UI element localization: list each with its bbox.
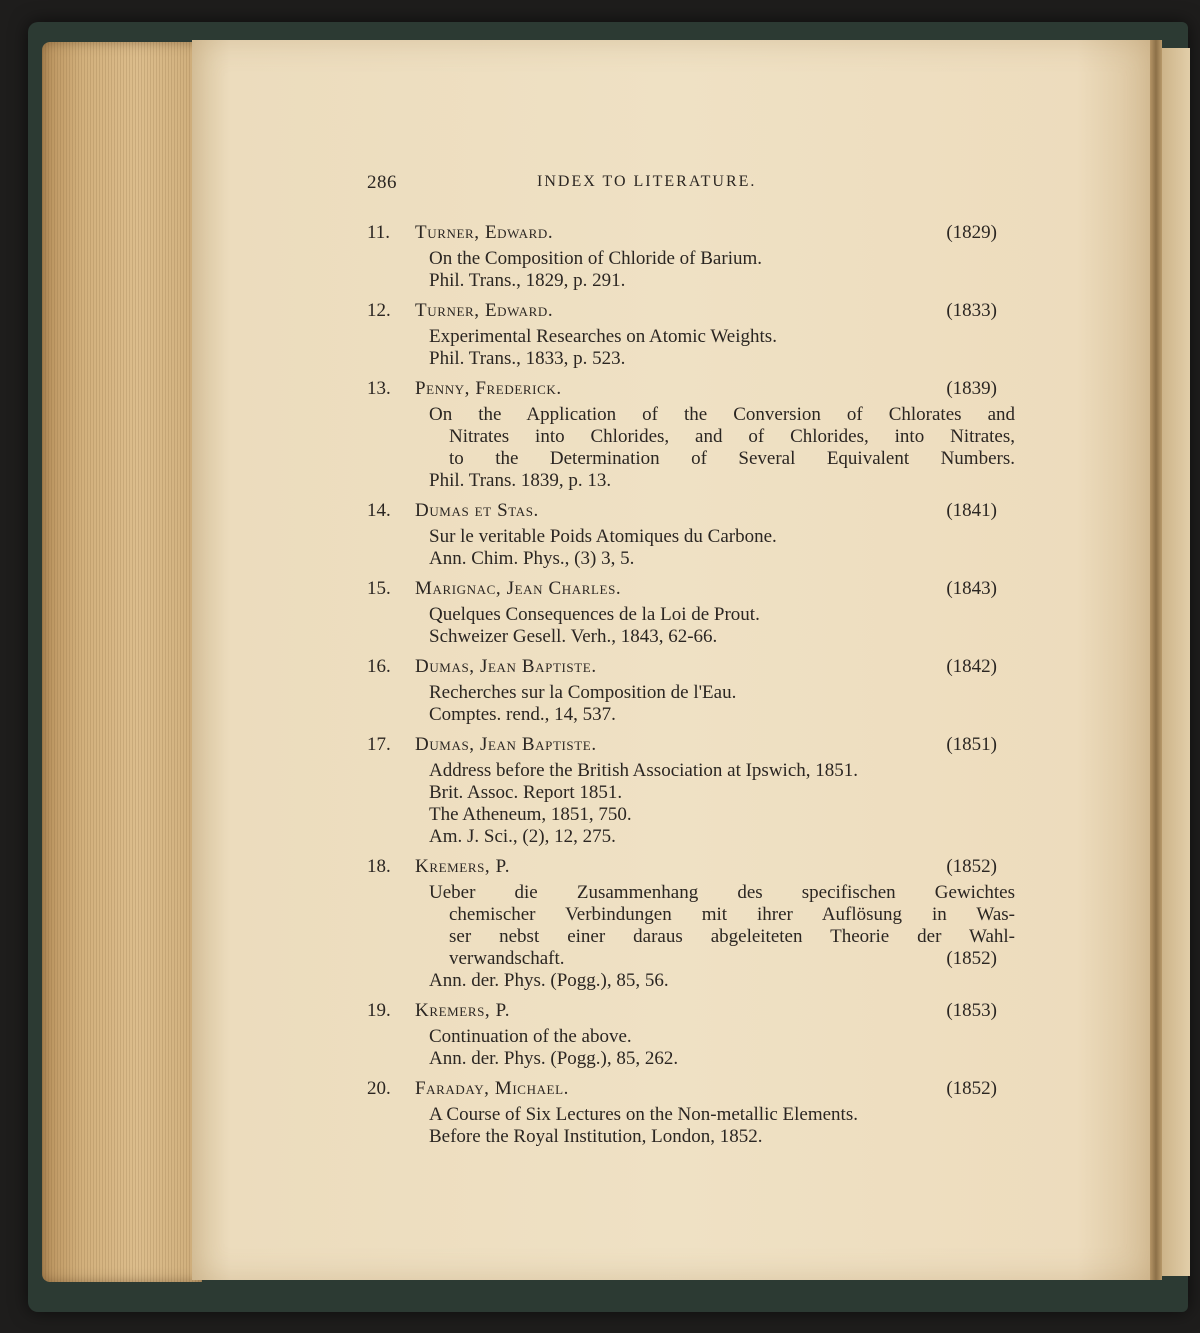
entry-line: to the Determination of Several Equivalent Numbers.: [449, 448, 1015, 469]
entry-line: Recherches sur la Composition de l'Eau.: [429, 682, 737, 703]
entry-number: 13.: [367, 378, 391, 399]
entry-line: Comptes. rend., 14, 537.: [429, 704, 616, 725]
entry-line: Sur le veritable Poids Atomiques du Carbone.: [429, 526, 777, 547]
entry-year: (1852): [946, 856, 997, 877]
entry-line: A Course of Six Lectures on the Non-metallic Elements.: [429, 1104, 858, 1125]
entry-author: Turner, Edward.: [415, 300, 554, 321]
entry-author: Kremers, P.: [415, 1000, 511, 1021]
entry-author: Dumas, Jean Baptiste.: [415, 656, 597, 677]
entry-number: 14.: [367, 500, 391, 521]
entry-author: Dumas, Jean Baptiste.: [415, 734, 597, 755]
list-item: [367, 298, 1027, 370]
entry-line: Brit. Assoc. Report 1851.: [429, 782, 623, 803]
entry-year: (1852): [946, 1078, 997, 1099]
entry-line: Phil. Trans., 1829, p. 291.: [429, 270, 626, 291]
entry-line: Ann. der. Phys. (Pogg.), 85, 56.: [429, 970, 669, 991]
entry-number: 15.: [367, 578, 391, 599]
entry-line: Experimental Researches on Atomic Weights.: [429, 326, 777, 347]
entry-line: Phil. Trans. 1839, p. 13.: [429, 470, 612, 491]
list-item: [367, 220, 1027, 292]
entry-year: (1842): [946, 656, 997, 677]
entry-line: Am. J. Sci., (2), 12, 275.: [429, 826, 616, 847]
list-item: [367, 576, 1027, 648]
entry-line: Continuation of the above.: [429, 1026, 632, 1047]
entry-line: Phil. Trans., 1833, p. 523.: [429, 348, 626, 369]
list-item: [367, 854, 1027, 992]
entry-author: Faraday, Michael.: [415, 1078, 569, 1099]
entry-year: (1843): [946, 578, 997, 599]
entry-line: Quelques Consequences de la Loi de Prout.: [429, 604, 760, 625]
entry-list: [367, 220, 1027, 1148]
entry-line: Ueber die Zusammenhang des specifischen Gewichtes: [429, 882, 1015, 903]
list-item: [367, 654, 1027, 726]
entry-year: (1839): [946, 378, 997, 399]
entry-author: Turner, Edward.: [415, 222, 554, 243]
entry-year: (1853): [946, 1000, 997, 1021]
entry-line: Ann. der. Phys. (Pogg.), 85, 262.: [429, 1048, 679, 1069]
list-item: [367, 376, 1027, 492]
entry-line: On the Composition of Chloride of Barium.: [429, 248, 763, 269]
entry-number: 19.: [367, 1000, 391, 1021]
facing-page-edge: [1162, 48, 1190, 1276]
list-item: [367, 732, 1027, 848]
entry-number: 20.: [367, 1078, 391, 1099]
entry-number: 12.: [367, 300, 391, 321]
list-item: [367, 998, 1027, 1070]
entry-line: On the Application of the Conversion of Chlorates and: [429, 404, 1015, 425]
entry-number: 11.: [367, 222, 391, 243]
entry-line: Address before the British Association at Ipswich, 1851.: [429, 760, 859, 781]
entry-line: Before the Royal Institution, London, 1852.: [429, 1126, 763, 1147]
page-content: [367, 172, 1027, 1154]
list-item: [367, 498, 1027, 570]
entry-author: Dumas et Stas.: [415, 500, 539, 521]
entry-line: chemischer Verbindungen mit ihrer Auflösung in Was-: [449, 904, 1015, 925]
entry-inline-year: (1852): [946, 948, 997, 969]
entry-year: (1841): [946, 500, 997, 521]
entry-author: Marignac, Jean Charles.: [415, 578, 622, 599]
page-edges: [42, 42, 202, 1282]
entry-year: (1833): [946, 300, 997, 321]
entry-number: 16.: [367, 656, 391, 677]
entry-line: Schweizer Gesell. Verh., 1843, 62-66.: [429, 626, 718, 647]
entry-author: Penny, Frederick.: [415, 378, 562, 399]
entry-line: The Atheneum, 1851, 750.: [429, 804, 632, 825]
running-title: INDEX TO LITERATURE.: [537, 173, 757, 190]
entry-year: (1829): [946, 222, 997, 243]
entry-line: Nitrates into Chlorides, and of Chlorides, into Nitrates,: [449, 426, 1015, 447]
entry-line: Ann. Chim. Phys., (3) 3, 5.: [429, 548, 635, 569]
entry-number: 17.: [367, 734, 391, 755]
entry-line: ser nebst einer daraus abgeleiteten Theorie der Wahl-: [449, 926, 1015, 947]
entry-year: (1851): [946, 734, 997, 755]
running-head: [367, 172, 1027, 206]
entry-number: 18.: [367, 856, 391, 877]
entry-author: Kremers, P.: [415, 856, 511, 877]
page-number: 286: [367, 172, 397, 193]
entry-line: verwandschaft.: [449, 948, 565, 969]
list-item: [367, 1076, 1027, 1148]
book-gutter: [1150, 40, 1162, 1280]
